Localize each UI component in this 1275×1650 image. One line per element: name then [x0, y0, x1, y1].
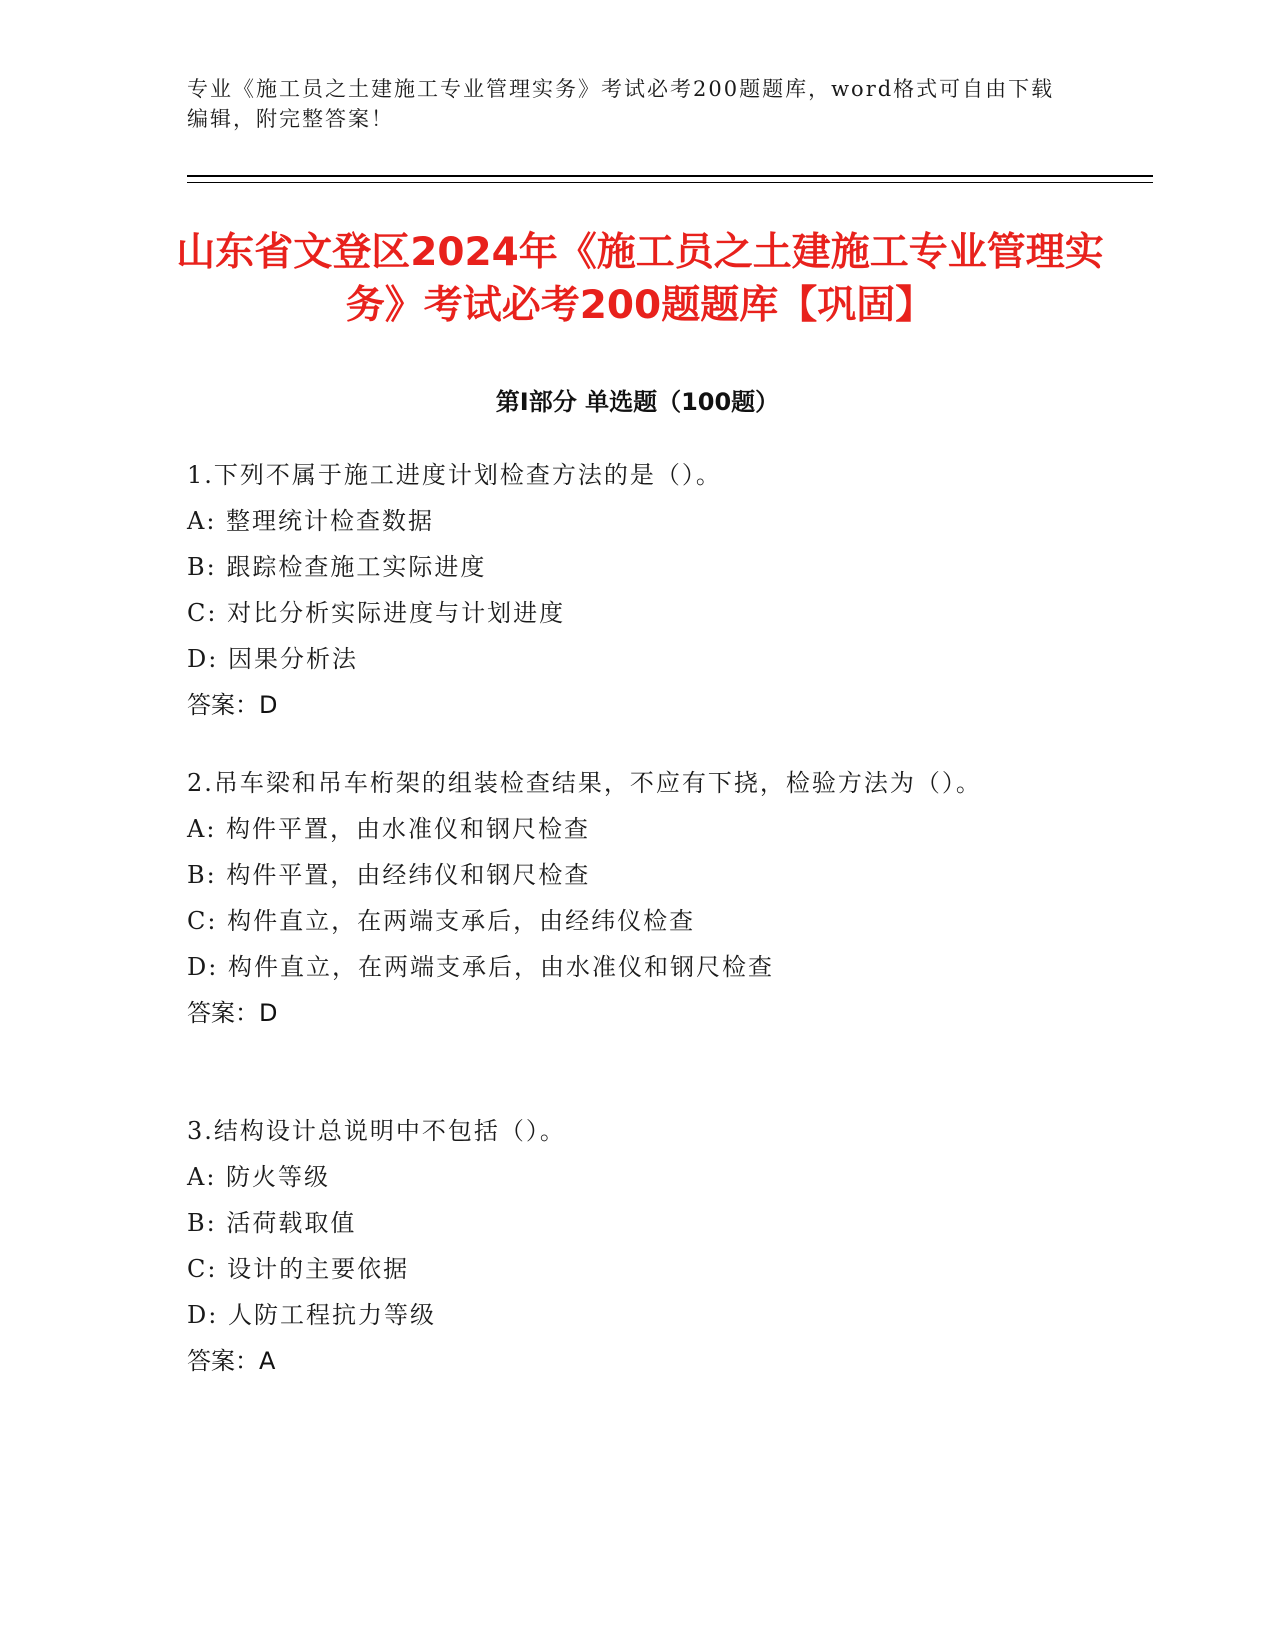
option-d: D: 因果分析法 — [187, 645, 358, 673]
option-c: C: 设计的主要依据 — [187, 1255, 410, 1283]
option-b: B: 活荷载取值 — [187, 1209, 357, 1237]
question-2 — [187, 760, 1067, 1036]
option-b: B: 跟踪检查施工实际进度 — [187, 553, 487, 581]
header-rule-thick — [187, 175, 1153, 177]
option-c: C: 对比分析实际进度与计划进度 — [187, 599, 566, 627]
section-title: 第I部分 单选题（100题） — [495, 388, 780, 416]
option-a: A: 整理统计检查数据 — [187, 507, 435, 535]
option-d: D: 构件直立，在两端支承后，由水准仪和钢尺检查 — [187, 953, 774, 981]
answer: 答案：A — [187, 1347, 276, 1375]
question-stem: 2.吊车梁和吊车桁架的组装检查结果，不应有下挠，检验方法为（）。 — [187, 769, 982, 797]
option-b: B: 构件平置，由经纬仪和钢尺检查 — [187, 861, 591, 889]
option-d: D: 人防工程抗力等级 — [187, 1301, 436, 1329]
header-rule-thin — [187, 182, 1153, 183]
header-note: 专业《施工员之土建施工专业管理实务》考试必考200题题库，word格式可自由下载编辑，附完整答案！ — [187, 77, 1055, 131]
document-title: 山东省文登区2024年《施工员之土建施工专业管理实务》考试必考200题题库【巩固】 — [176, 230, 1104, 328]
question-stem: 1.下列不属于施工进度计划检查方法的是（）。 — [187, 461, 722, 489]
answer: 答案：D — [187, 691, 278, 719]
option-a: A: 构件平置，由水准仪和钢尺检查 — [187, 815, 591, 843]
question-stem: 3.结构设计总说明中不包括（）。 — [187, 1117, 566, 1145]
answer: 答案：D — [187, 999, 278, 1027]
option-a: A: 防火等级 — [187, 1163, 331, 1191]
question-1 — [187, 452, 1067, 728]
question-3 — [187, 1108, 1067, 1384]
option-c: C: 构件直立，在两端支承后，由经纬仪检查 — [187, 907, 696, 935]
